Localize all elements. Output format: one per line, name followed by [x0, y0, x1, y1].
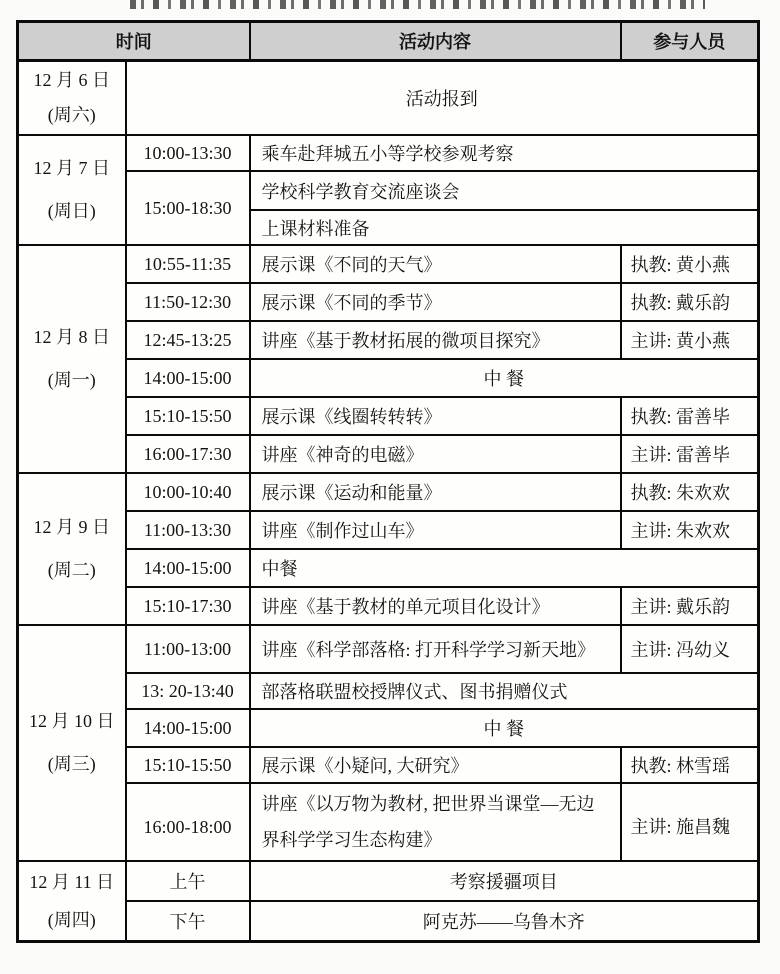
table-row [18, 709, 759, 747]
activity-cell: 讲座《以万物为教材, 把世界当课堂—无边界科学学习生态构建》 [250, 783, 621, 861]
time-cell: 10:55-11:35 [126, 245, 250, 283]
date-text: 12 月 8 日 [33, 327, 110, 347]
table-row [18, 171, 759, 210]
activity-cell: 上课材料准备 [250, 210, 759, 245]
table-row [18, 397, 759, 435]
table-row [18, 61, 759, 136]
activity-cell: 学校科学教育交流座谈会 [250, 171, 759, 210]
header-participants: 参与人员 [621, 22, 759, 61]
table-row [18, 747, 759, 783]
date-text: 12 月 11 日 [29, 872, 115, 892]
activity-cell: 展示课《线圈转转转》 [250, 397, 621, 435]
participants-cell: 执教: 林雪瑶 [621, 747, 759, 783]
table-row [18, 245, 759, 283]
date-text: 12 月 10 日 [29, 711, 115, 731]
activity-cell: 中 餐 [250, 359, 759, 397]
participants-cell: 主讲: 朱欢欢 [621, 511, 759, 549]
table-row [18, 283, 759, 321]
activity-cell: 讲座《科学部落格: 打开科学学习新天地》 [250, 625, 621, 673]
table-row [18, 673, 759, 709]
activity-cell: 考察援疆项目 [250, 861, 759, 901]
activity-cell: 讲座《制作过山车》 [250, 511, 621, 549]
activity-cell: 中 餐 [250, 709, 759, 747]
time-cell: 11:00-13:00 [126, 625, 250, 673]
weekday-text: (周一) [47, 370, 96, 390]
weekday-text: (周六) [47, 105, 96, 125]
time-cell: 11:50-12:30 [126, 283, 250, 321]
time-cell: 上午 [126, 861, 250, 901]
header-row [18, 22, 759, 61]
table-row [18, 783, 759, 861]
activity-cell: 讲座《基于教材的单元项目化设计》 [250, 587, 621, 625]
date-cell-dec6 [18, 61, 126, 136]
clipped-title-strip [130, 0, 705, 9]
date-cell-dec11 [18, 861, 126, 942]
table-row [18, 359, 759, 397]
time-cell: 15:10-15:50 [126, 397, 250, 435]
activity-cell: 活动报到 [126, 61, 759, 136]
activity-cell: 展示课《不同的季节》 [250, 283, 621, 321]
time-cell: 13: 20-13:40 [126, 673, 250, 709]
date-cell-dec9 [18, 473, 126, 625]
weekday-text: (周日) [47, 201, 96, 221]
table-row [18, 473, 759, 511]
time-cell: 14:00-15:00 [126, 549, 250, 587]
header-activity: 活动内容 [250, 22, 621, 61]
participants-cell: 主讲: 戴乐韵 [621, 587, 759, 625]
table-row [18, 135, 759, 171]
table-row [18, 511, 759, 549]
activity-cell: 乘车赴拜城五小等学校参观考察 [250, 135, 759, 171]
date-cell-dec10 [18, 625, 126, 861]
activity-cell: 部落格联盟校授牌仪式、图书捐赠仪式 [250, 673, 759, 709]
activity-cell: 讲座《神奇的电磁》 [250, 435, 621, 473]
schedule-table [16, 20, 760, 943]
participants-cell: 主讲: 冯幼义 [621, 625, 759, 673]
activity-cell: 讲座《基于教材拓展的微项目探究》 [250, 321, 621, 359]
participants-cell: 执教: 黄小燕 [621, 245, 759, 283]
time-cell: 16:00-17:30 [126, 435, 250, 473]
table-row [18, 625, 759, 673]
date-text: 12 月 6 日 [33, 70, 110, 90]
time-cell: 11:00-13:30 [126, 511, 250, 549]
activity-cell: 展示课《不同的天气》 [250, 245, 621, 283]
participants-cell: 执教: 朱欢欢 [621, 473, 759, 511]
time-cell: 16:00-18:00 [126, 783, 250, 861]
participants-cell: 主讲: 黄小燕 [621, 321, 759, 359]
activity-cell: 阿克苏——乌鲁木齐 [250, 901, 759, 942]
time-cell: 15:00-18:30 [126, 171, 250, 245]
weekday-text: (周四) [47, 910, 96, 930]
activity-cell: 展示课《运动和能量》 [250, 473, 621, 511]
weekday-text: (周三) [47, 754, 96, 774]
table-row [18, 861, 759, 901]
table-row [18, 435, 759, 473]
participants-cell: 执教: 戴乐韵 [621, 283, 759, 321]
time-cell: 10:00-10:40 [126, 473, 250, 511]
table-row [18, 321, 759, 359]
header-time: 时间 [18, 22, 250, 61]
participants-cell: 执教: 雷善毕 [621, 397, 759, 435]
date-text: 12 月 9 日 [33, 517, 110, 537]
table-row [18, 549, 759, 587]
time-cell: 14:00-15:00 [126, 359, 250, 397]
activity-cell: 展示课《小疑问, 大研究》 [250, 747, 621, 783]
date-cell-dec7 [18, 135, 126, 245]
time-cell: 12:45-13:25 [126, 321, 250, 359]
activity-cell: 中餐 [250, 549, 759, 587]
table-row [18, 587, 759, 625]
weekday-text: (周二) [47, 560, 96, 580]
time-cell: 14:00-15:00 [126, 709, 250, 747]
time-cell: 下午 [126, 901, 250, 942]
date-text: 12 月 7 日 [33, 158, 110, 178]
time-cell: 15:10-15:50 [126, 747, 250, 783]
date-cell-dec8 [18, 245, 126, 473]
table-row [18, 901, 759, 942]
time-cell: 10:00-13:30 [126, 135, 250, 171]
time-cell: 15:10-17:30 [126, 587, 250, 625]
participants-cell: 主讲: 雷善毕 [621, 435, 759, 473]
participants-cell: 主讲: 施昌魏 [621, 783, 759, 861]
